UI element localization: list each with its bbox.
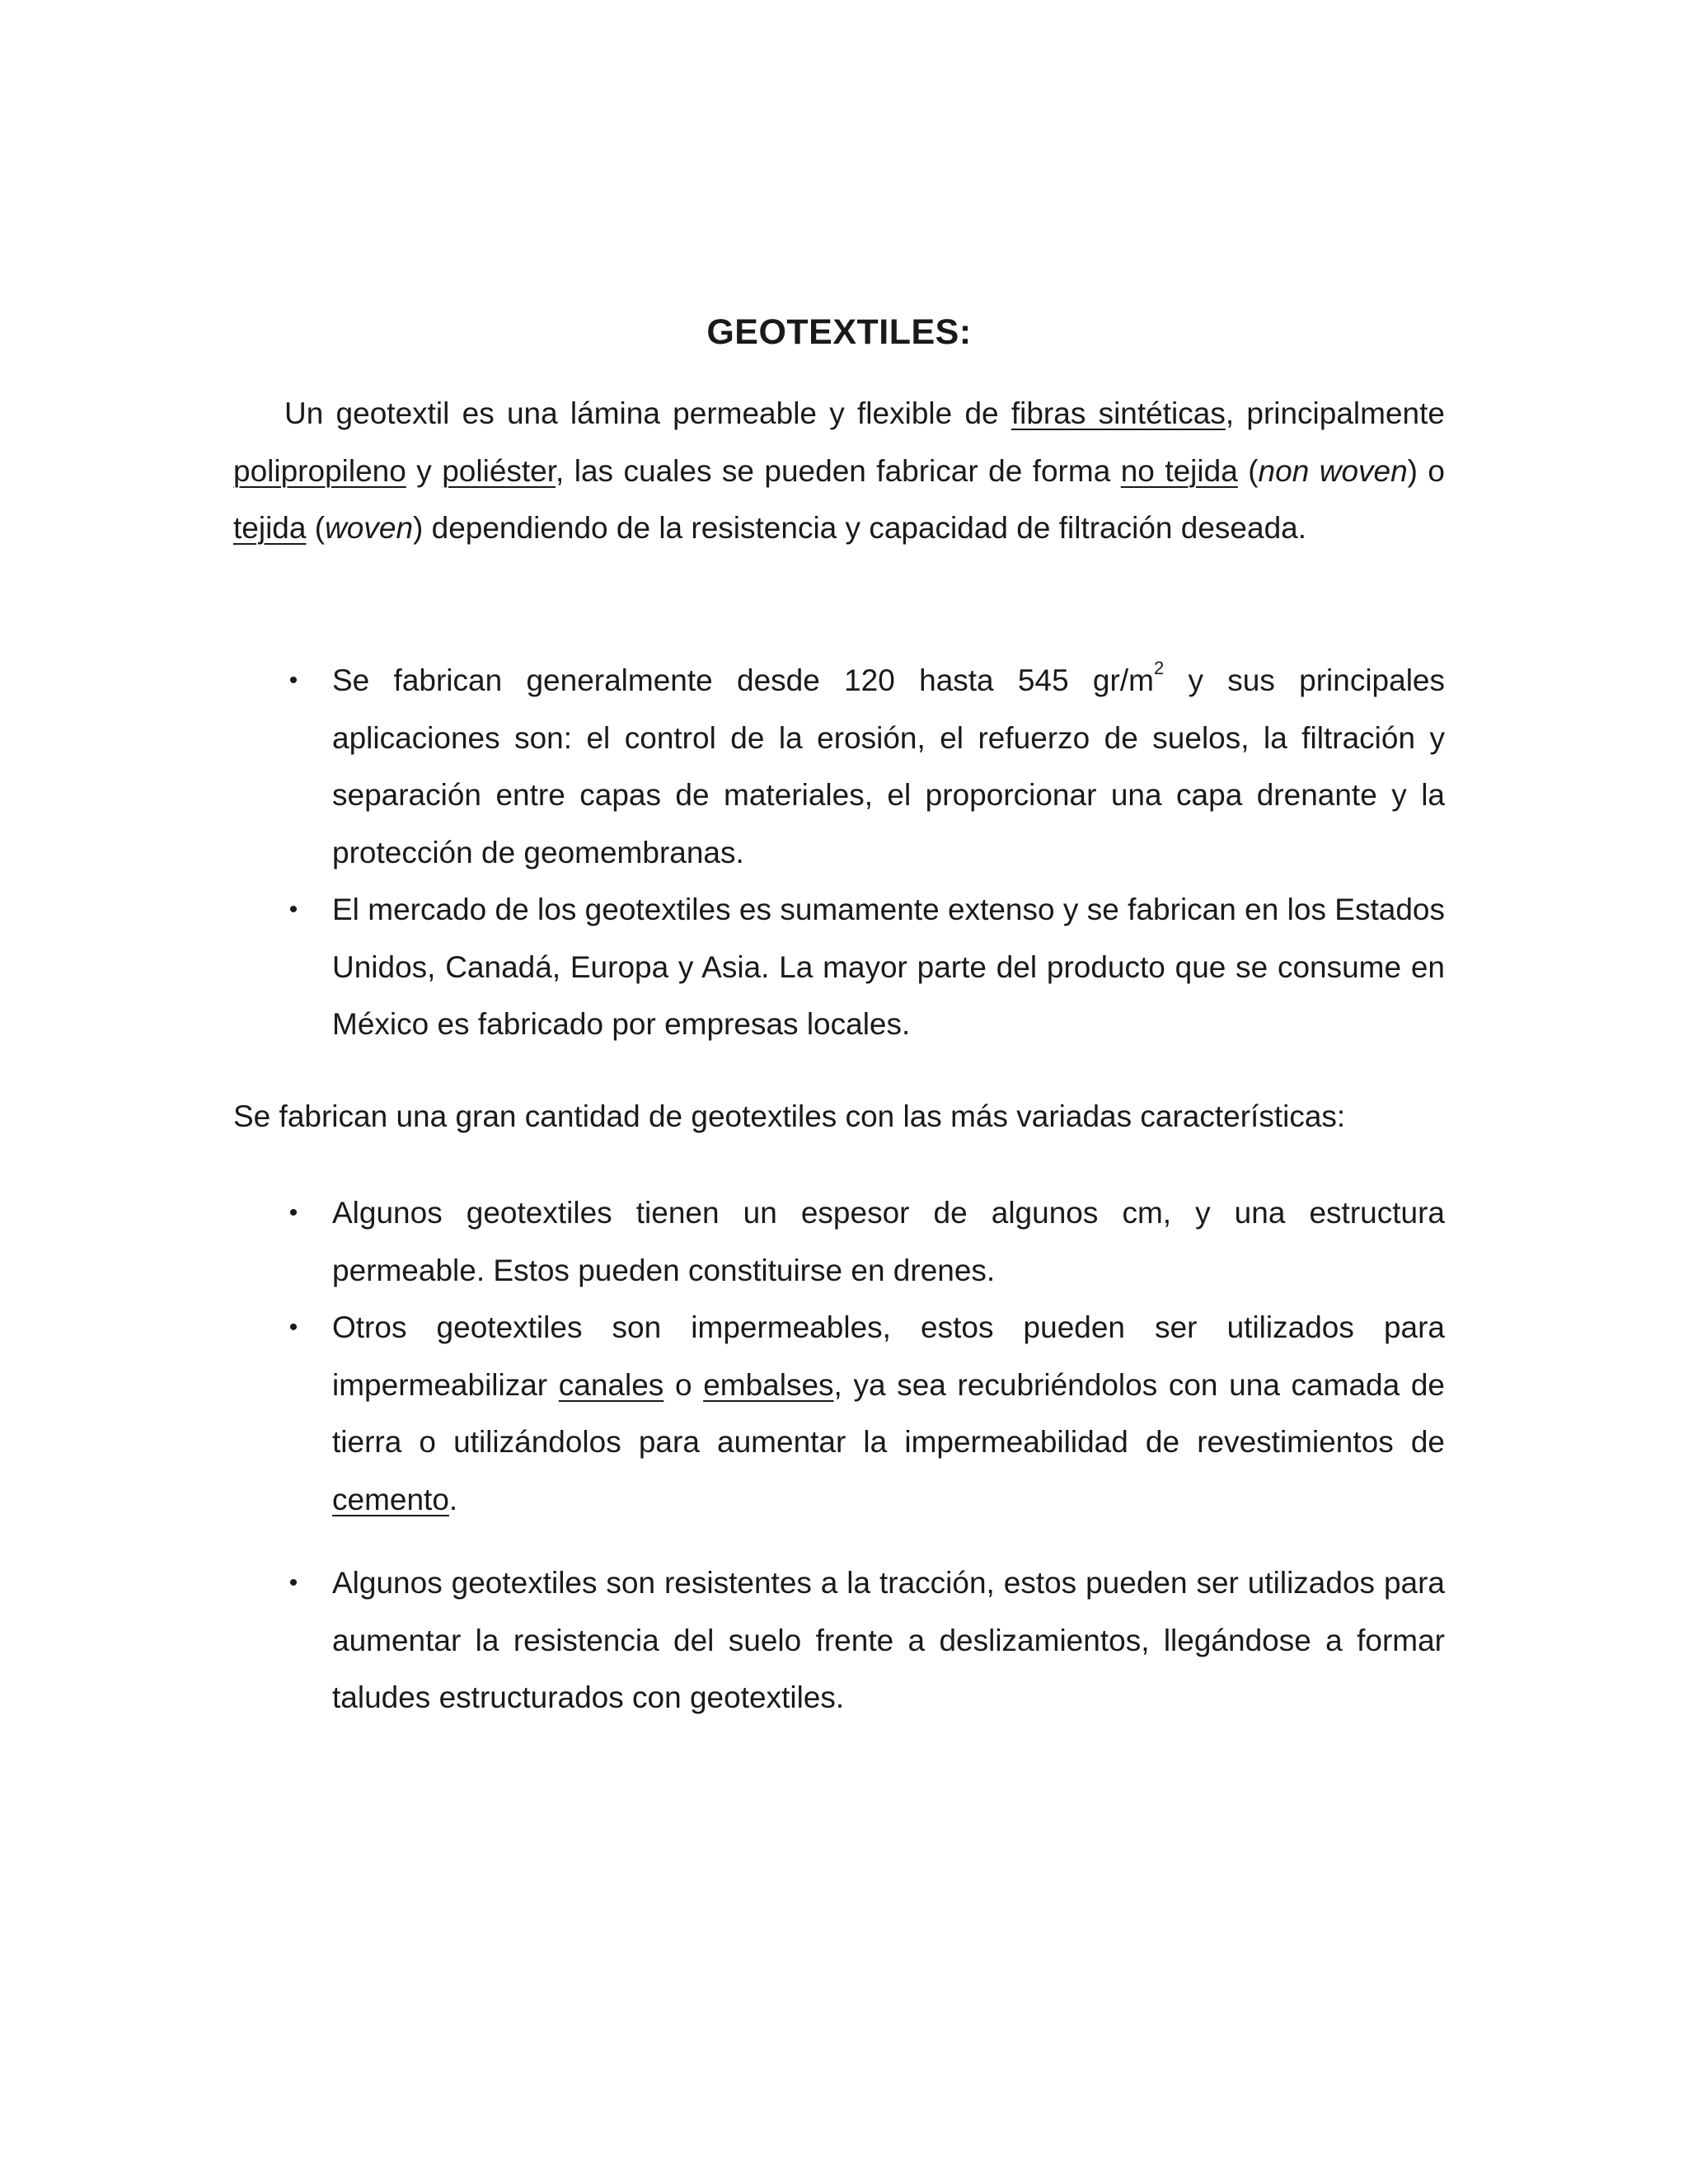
- intro-paragraph: [233, 385, 1445, 557]
- middle-paragraph: Se fabrican una gran cantidad de geotextiles con las más variadas características:: [233, 1099, 1346, 1133]
- list-item-text: , ya sea recubriéndolos con una camada de tierra o utilizándolos para aumentar la impermeabilidad de revestimientos de: [332, 1367, 1445, 1459]
- link-embalses[interactable]: embalses: [703, 1367, 834, 1402]
- link-cemento[interactable]: cemento: [332, 1482, 449, 1516]
- bullet-list-production: [233, 652, 1445, 1053]
- bullet-icon: •: [288, 667, 298, 694]
- italic-woven: woven: [325, 511, 414, 545]
- list-item-text: Se fabrican generalmente desde 120 hasta 545 gr/m: [332, 663, 1154, 697]
- link-no-tejida[interactable]: no tejida: [1120, 453, 1238, 488]
- intro-text: (: [306, 511, 326, 545]
- link-canales[interactable]: canales: [558, 1367, 664, 1402]
- link-fibras-sinteticas[interactable]: fibras sintéticas: [1010, 396, 1226, 430]
- list-item: [233, 1184, 1445, 1299]
- list-item-text: .: [448, 1482, 458, 1516]
- intro-text: (: [1237, 453, 1259, 488]
- intro-text: , las cuales se pueden fabricar de forma: [556, 453, 1121, 488]
- list-item-text: El mercado de los geotextiles es sumamente extenso y se fabrican en los Estados Unidos, Canadá, Europa y Asia. La mayor parte del producto que se consume en México es fabricado por empresas locales.: [332, 893, 1445, 1041]
- intro-text: y: [406, 453, 443, 488]
- intro-text: ) o: [1407, 453, 1446, 488]
- intro-text: Un geotextil es una lámina permeable y flexible de: [284, 396, 1011, 430]
- list-item-text: Otros geotextiles son impermeables, estos pueden ser utilizados para impermeabilizar: [332, 1310, 1445, 1402]
- list-item: [233, 881, 1445, 1053]
- list-item: [233, 1299, 1445, 1528]
- page-title: GEOTEXTILES:: [706, 312, 972, 352]
- list-item: [233, 652, 1445, 881]
- list-item-text: o: [663, 1367, 704, 1402]
- bullet-list-traction: [233, 1554, 1445, 1727]
- bullet-icon: •: [288, 1314, 298, 1341]
- list-item: [233, 1554, 1445, 1727]
- list-item-text: y sus principales aplicaciones son: el control de la erosión, el refuerzo de suelos, la filtración y separación entre capas de materiales, el proporcionar una capa drenante y la protección de geomembranas.: [332, 663, 1445, 869]
- link-poliester[interactable]: poliéster: [442, 453, 556, 488]
- link-polipropileno[interactable]: polipropileno: [233, 453, 406, 488]
- bullet-icon: •: [288, 1569, 298, 1596]
- bullet-icon: •: [288, 1199, 298, 1226]
- list-item-text: Algunos geotextiles tienen un espesor de algunos cm, y una estructura permeable. Estos pueden constituirse en drenes.: [332, 1196, 1445, 1287]
- list-item-text: Algunos geotextiles son resistentes a la tracción, estos pueden ser utilizados para aumentar la resistencia del suelo frente a deslizamientos, llegándose a formar taludes estructurados con geotextiles.: [332, 1566, 1445, 1714]
- link-tejida[interactable]: tejida: [233, 511, 307, 545]
- italic-non-woven: non woven: [1258, 453, 1408, 488]
- intro-text: , principalmente: [1225, 396, 1445, 430]
- intro-text: ) dependiendo de la resistencia y capacidad de filtración deseada.: [413, 511, 1307, 545]
- bullet-icon: •: [288, 896, 298, 923]
- superscript-2: 2: [1153, 658, 1165, 679]
- bullet-list-characteristics: [233, 1184, 1445, 1528]
